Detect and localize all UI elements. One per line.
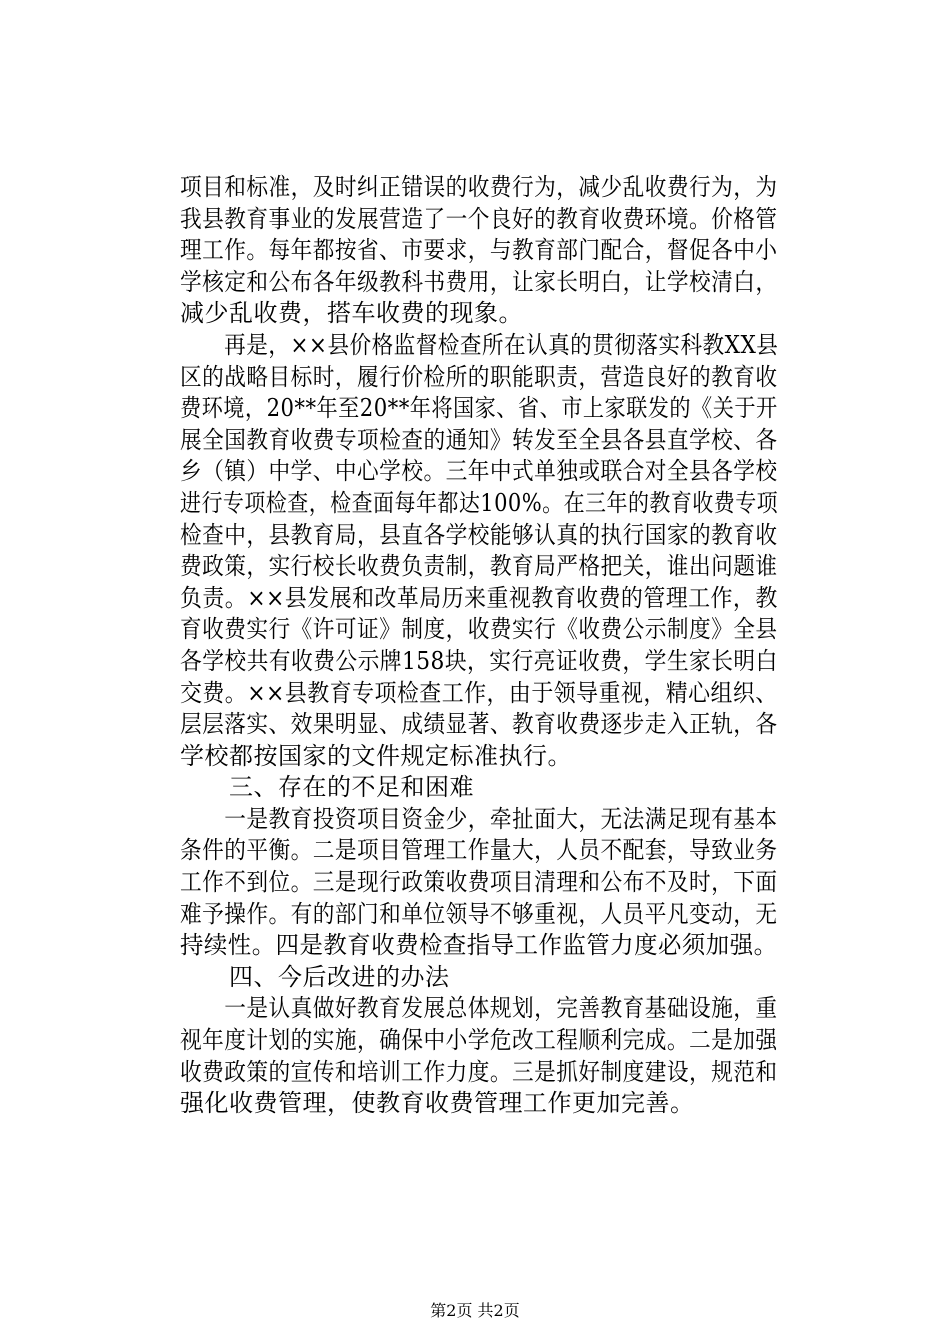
text-line: 费政策，实行校长收费负责制，教育局严格把关，谁出问题谁	[180, 552, 778, 581]
text-line: 展全国教育收费专项检查的通知》转发至全县各县直学校、各	[180, 425, 778, 454]
text-line: 强化收费管理，使教育收费管理工作更加完善。	[180, 1089, 695, 1118]
text-line: 项目和标准，及时纠正错误的收费行为，减少乱收费行为，为	[180, 173, 778, 201]
text-line: 四、今后改进的办法	[180, 962, 450, 991]
text-line: 乡（镇）中学、中心学校。三年中式单独或联合对全县各学校	[180, 457, 778, 486]
text-line: 一是教育投资项目资金少，牵扯面大，无法满足现有基本	[180, 804, 778, 833]
page-footer: 第2页 共2页	[430, 1301, 520, 1320]
text-line: 学核定和公布各年级教科书费用，让家长明白，让学校清白，	[180, 267, 778, 296]
text-line: 层层落实、效果明显、成绩显著、教育收费逐步走入正轨，各	[180, 710, 778, 739]
text-line: 费环境，20**年至20**年将国家、省、市上家联发的《关于开	[180, 394, 778, 423]
text-line: 育收费实行《许可证》制度，收费实行《收费公示制度》全县	[180, 615, 778, 644]
text-line: 减少乱收费，搭车收费的现象。	[180, 299, 523, 328]
text-line: 交费。××县教育专项检查工作，由于领导重视，精心组织、	[180, 678, 778, 707]
text-line: 我县教育事业的发展营造了一个良好的教育收费环境。价格管	[180, 204, 778, 233]
text-line: 持续性。四是教育收费检查指导工作监管力度必须加强。	[180, 931, 778, 960]
text-line: 进行专项检查，检查面每年都达100%。在三年的教育收费专项	[180, 488, 779, 517]
document-body	[180, 172, 778, 1120]
text-line: 收费政策的宣传和培训工作力度。三是抓好制度建设，规范和	[180, 1057, 778, 1086]
text-line: 再是，××县价格监督检查所在认真的贯彻落实科教XX县	[180, 330, 779, 359]
text-line: 一是认真做好教育发展总体规划，完善教育基础设施，重	[180, 994, 778, 1023]
text-line: 条件的平衡。二是项目管理工作量大，人员不配套，导致业务	[180, 836, 778, 865]
text-line: 各学校共有收费公示牌158块，实行亮证收费，学生家长明白	[180, 646, 778, 675]
text-line: 负责。××县发展和改革局历来重视教育收费的管理工作，教	[180, 583, 778, 612]
text-line: 区的战略目标时，履行价检所的职能职责，营造良好的教育收	[180, 362, 778, 391]
text-line: 难予操作。有的部门和单位领导不够重视，人员平凡变动，无	[180, 899, 778, 928]
text-line: 理工作。每年都按省、市要求，与教育部门配合，督促各中小	[180, 236, 778, 265]
text-line: 工作不到位。三是现行政策收费项目清理和公布不及时，下面	[180, 868, 778, 897]
text-line: 检查中，县教育局，县直各学校能够认真的执行国家的教育收	[180, 520, 778, 549]
text-line: 三、存在的不足和困难	[180, 773, 474, 802]
text-line: 视年度计划的实施，确保中小学危改工程顺利完成。二是加强	[180, 1026, 778, 1055]
text-line: 学校都按国家的文件规定标准执行。	[180, 741, 572, 770]
